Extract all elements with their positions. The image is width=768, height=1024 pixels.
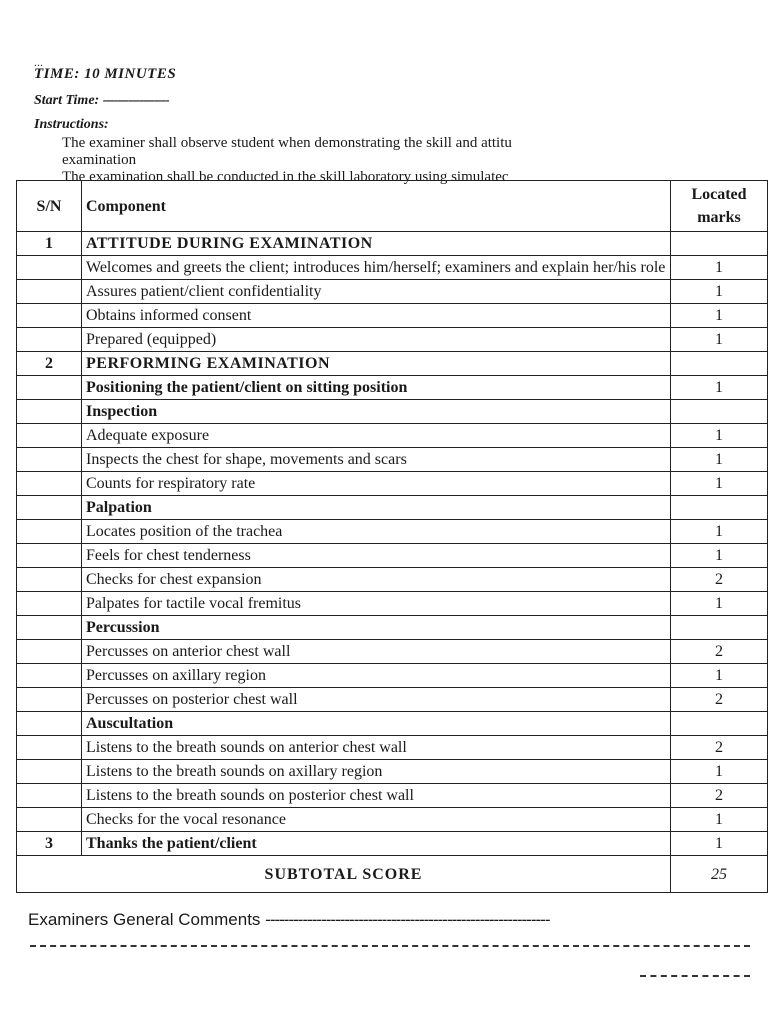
comment-line xyxy=(30,945,750,947)
column-header-component: Component xyxy=(82,181,671,232)
table-row xyxy=(17,400,768,424)
row-marks: 1 xyxy=(671,424,768,448)
row-sn xyxy=(17,568,82,592)
row-component: Counts for respiratory rate xyxy=(82,472,671,496)
subtotal-value: 25 xyxy=(671,856,768,893)
row-marks: 1 xyxy=(671,280,768,304)
row-component: Percusses on axillary region xyxy=(82,664,671,688)
row-sn xyxy=(17,424,82,448)
row-sn xyxy=(17,328,82,352)
assessment-table xyxy=(16,180,768,893)
row-sn xyxy=(17,280,82,304)
table-row xyxy=(17,496,768,520)
row-sn xyxy=(17,256,82,280)
row-marks xyxy=(671,616,768,640)
table-row xyxy=(17,760,768,784)
row-sn xyxy=(17,688,82,712)
row-marks: 1 xyxy=(671,376,768,400)
table-row xyxy=(17,424,768,448)
row-sn xyxy=(17,376,82,400)
row-component: Auscultation xyxy=(82,712,671,736)
row-component: Inspects the chest for shape, movements and scars xyxy=(82,448,671,472)
table-row xyxy=(17,568,768,592)
instruction-item: • The examiner shall observe student when demonstrating the skill and attitu xyxy=(62,135,754,152)
table-row xyxy=(17,832,768,856)
row-marks: 1 xyxy=(671,760,768,784)
row-component: Inspection xyxy=(82,400,671,424)
comment-line-short xyxy=(640,975,750,977)
row-marks: 1 xyxy=(671,592,768,616)
row-sn xyxy=(17,544,82,568)
table-row xyxy=(17,664,768,688)
table-row xyxy=(17,448,768,472)
row-marks: 1 xyxy=(671,328,768,352)
column-header-marks: Located marks xyxy=(671,181,768,232)
row-marks: 2 xyxy=(671,784,768,808)
row-component: Palpates for tactile vocal fremitus xyxy=(82,592,671,616)
table-row xyxy=(17,304,768,328)
table-row xyxy=(17,472,768,496)
row-component: Percusses on posterior chest wall xyxy=(82,688,671,712)
row-component: Feels for chest tenderness xyxy=(82,544,671,568)
table-row xyxy=(17,640,768,664)
table-row xyxy=(17,688,768,712)
table-row xyxy=(17,520,768,544)
instruction-item: • The examination shall be conducted in the skill laboratory using simulatec xyxy=(62,169,754,186)
table-row xyxy=(17,592,768,616)
row-sn xyxy=(17,304,82,328)
table-row xyxy=(17,736,768,760)
row-marks: 1 xyxy=(671,832,768,856)
row-sn xyxy=(17,400,82,424)
row-marks xyxy=(671,400,768,424)
row-sn xyxy=(17,520,82,544)
row-marks: 1 xyxy=(671,304,768,328)
row-marks xyxy=(671,232,768,256)
row-marks xyxy=(671,352,768,376)
subtotal-row xyxy=(17,856,768,893)
row-sn xyxy=(17,448,82,472)
table-section-row xyxy=(17,232,768,256)
table-row xyxy=(17,544,768,568)
row-marks: 1 xyxy=(671,448,768,472)
row-marks: 1 xyxy=(671,544,768,568)
row-component: Welcomes and greets the client; introduces him/herself; examiners and explain her/his role xyxy=(82,256,671,280)
row-marks xyxy=(671,496,768,520)
examiner-comments xyxy=(28,910,550,930)
row-sn: 2 xyxy=(17,352,82,376)
table-row xyxy=(17,376,768,400)
row-marks xyxy=(671,712,768,736)
row-component: Prepared (equipped) xyxy=(82,328,671,352)
row-component: Obtains informed consent xyxy=(82,304,671,328)
table-row xyxy=(17,712,768,736)
row-marks: 1 xyxy=(671,472,768,496)
header-ellipsis: ... xyxy=(34,55,43,69)
row-sn xyxy=(17,736,82,760)
row-component: Checks for the vocal resonance xyxy=(82,808,671,832)
table-body xyxy=(17,232,768,856)
examiner-comments-label: Examiners General Comments xyxy=(28,910,261,929)
instruction-item-continued: examination xyxy=(62,152,137,168)
row-component: Positioning the patient/client on sitting position xyxy=(82,376,671,400)
row-marks: 2 xyxy=(671,568,768,592)
row-component: PERFORMING EXAMINATION xyxy=(82,352,671,376)
row-sn xyxy=(17,640,82,664)
row-component: Listens to the breath sounds on axillary region xyxy=(82,760,671,784)
instructions-list xyxy=(34,135,754,186)
row-component: Assures patient/client confidentiality xyxy=(82,280,671,304)
row-marks: 1 xyxy=(671,256,768,280)
row-sn xyxy=(17,616,82,640)
row-component: ATTITUDE DURING EXAMINATION xyxy=(82,232,671,256)
row-sn: 1 xyxy=(17,232,82,256)
row-marks: 1 xyxy=(671,664,768,688)
table-header-row xyxy=(17,181,768,232)
row-sn xyxy=(17,760,82,784)
table-row xyxy=(17,808,768,832)
row-sn xyxy=(17,592,82,616)
row-component: Percussion xyxy=(82,616,671,640)
row-component: Checks for chest expansion xyxy=(82,568,671,592)
table-row xyxy=(17,616,768,640)
examiner-comments-blank: ------------------------------------------------------------- xyxy=(265,910,550,929)
row-marks: 2 xyxy=(671,688,768,712)
start-time-blank: ------------------ xyxy=(102,93,169,108)
row-sn xyxy=(17,472,82,496)
row-component: Adequate exposure xyxy=(82,424,671,448)
row-component: Percusses on anterior chest wall xyxy=(82,640,671,664)
start-time xyxy=(34,93,754,109)
row-marks: 1 xyxy=(671,520,768,544)
column-header-sn: S/N xyxy=(17,181,82,232)
row-sn: 3 xyxy=(17,832,82,856)
table-section-row xyxy=(17,352,768,376)
form-header xyxy=(34,55,754,186)
subtotal-label: SUBTOTAL SCORE xyxy=(17,856,671,893)
row-sn xyxy=(17,784,82,808)
table-row xyxy=(17,280,768,304)
instructions-title: Instructions: xyxy=(34,117,109,132)
row-marks: 2 xyxy=(671,640,768,664)
row-component: Palpation xyxy=(82,496,671,520)
time-limit: TIME: 10 MINUTES xyxy=(34,66,177,82)
table-row xyxy=(17,784,768,808)
row-component: Listens to the breath sounds on posterior chest wall xyxy=(82,784,671,808)
table-row xyxy=(17,328,768,352)
row-marks: 1 xyxy=(671,808,768,832)
row-component: Thanks the patient/client xyxy=(82,832,671,856)
row-sn xyxy=(17,712,82,736)
row-marks: 2 xyxy=(671,736,768,760)
row-sn xyxy=(17,664,82,688)
row-component: Listens to the breath sounds on anterior chest wall xyxy=(82,736,671,760)
row-sn xyxy=(17,496,82,520)
row-component: Locates position of the trachea xyxy=(82,520,671,544)
table-row xyxy=(17,256,768,280)
start-time-label: Start Time: xyxy=(34,93,100,108)
row-sn xyxy=(17,808,82,832)
